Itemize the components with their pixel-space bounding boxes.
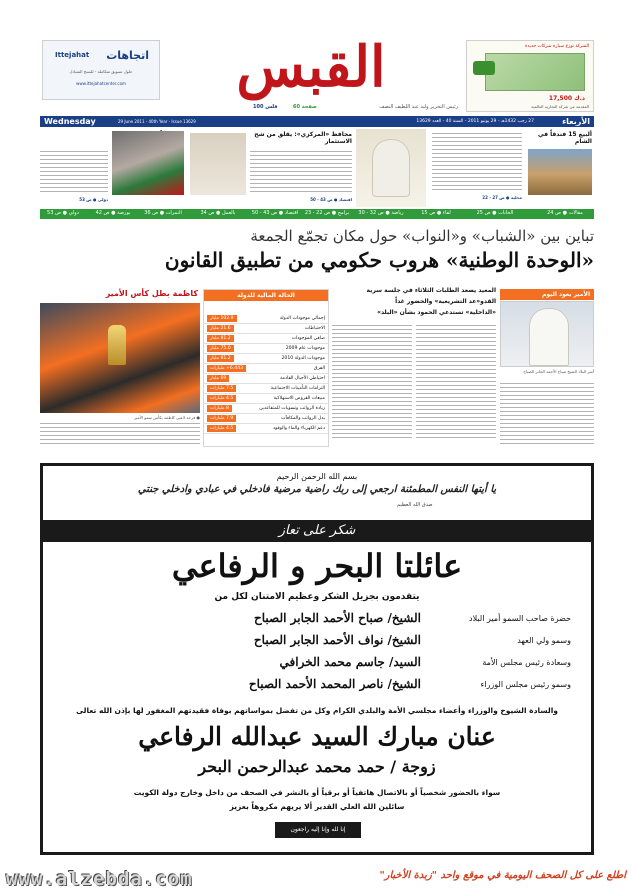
ittejahat-ad xyxy=(42,40,160,100)
deceased-name: عنان مبارك السيد عبدالله الرفاعي xyxy=(138,722,496,751)
bullet-0: المعيد يصعد الطلبات الثلاثاء في جلسة سرية xyxy=(366,287,496,294)
watermark-slogan: اطلع على كل الصحف اليومية في موقع واحد "زبدة الأخبار" xyxy=(379,870,626,881)
editor-line: رئيس التحرير وليد عبد اللطيف النصف xyxy=(379,104,458,110)
center-photo-figure xyxy=(372,139,410,197)
sports-box xyxy=(40,289,200,447)
finance-row: موجودات عام 2009 75.0 مليار xyxy=(204,344,328,354)
date-bar xyxy=(40,116,594,127)
dignitary-name: الشيخ/ صباح الأحمد الجابر الصباح xyxy=(254,611,421,625)
logo: القبس xyxy=(236,34,386,100)
finance-row: الفرق 6.443+ مليارات xyxy=(204,364,328,374)
story-central-bank-title: محافظ «المركزي»: يقلق من شح الاستثمار xyxy=(254,131,352,145)
story-central-bank-text xyxy=(250,151,352,195)
news-column-text-right xyxy=(416,325,496,441)
ittejahat-brand-ar: اتجاهات xyxy=(106,49,149,62)
car-ad-line1: الشركة توزع سيارة شركات جديدة xyxy=(525,44,589,49)
finance-row: زيادة الرواتب وتسويات للمتقاعدين 8 مليارات xyxy=(204,404,328,414)
family-title: عائلتا البحر و الرفاعي xyxy=(171,547,463,585)
section-nav xyxy=(40,209,594,219)
story-yarmouk[interactable] xyxy=(40,129,186,207)
nav-item-3[interactable]: اقتصاد ● ص 43 - 50 xyxy=(251,210,299,216)
verse-ref: صدق الله العظيم xyxy=(397,502,433,508)
story-center-photo xyxy=(356,129,426,207)
day-en: Wednesday xyxy=(44,117,96,126)
car-ad-price: 17,500 د.ك xyxy=(548,95,585,102)
masthead xyxy=(38,34,594,116)
nav-item-0[interactable]: دولي ● ص 53 xyxy=(47,210,79,216)
spouse-line: زوجة / حمد محمد عبدالرحمن البحر xyxy=(198,757,436,776)
finance-row: الاحتياطات 21.6 مليار xyxy=(204,324,328,334)
headline-main: «الوحدة الوطنية» هروب حكومي من تطبيق القانون xyxy=(164,248,594,272)
finance-row: بدل الرواتب والمكافآت 7.9 مليارات xyxy=(204,414,328,424)
finance-row: إجمالي موجودات الدولة 102.9 مليار xyxy=(204,314,328,324)
news-column xyxy=(332,287,496,447)
nav-item-6[interactable]: لقاء ● ص 15 xyxy=(421,210,451,216)
dignitary-name: السيد/ جاسم محمد الخرافي xyxy=(279,655,421,669)
nav-item-5[interactable]: رياضة ● ص 32 - 30 xyxy=(358,210,404,216)
dignitary-name: الشيخ/ ناصر المحمد الأحمد الصباح xyxy=(248,677,421,691)
story-central-bank-ref: اقتصاد ● ص 43 - 50 xyxy=(310,197,352,202)
bullet-2: «الداخلية» تستدعي الحمود بشأن «البلد» xyxy=(377,309,496,316)
story-yarmouk-text xyxy=(40,151,108,195)
story-yarmouk-photo xyxy=(112,131,184,195)
news-column-text-left xyxy=(332,325,412,441)
finance-table-title: الحالة المالية للدولة xyxy=(204,290,328,301)
headline-kicker: تباين بين «الشباب» و«النواب» حول مكان تجمّع الجمعة xyxy=(250,227,594,245)
emir-text xyxy=(500,383,594,445)
car-ad xyxy=(466,40,594,112)
emir-caption: أمير البلاد الشيخ صباح الأحمد الجابر الصباح xyxy=(523,369,594,374)
closing-banner xyxy=(275,822,361,838)
finance-row: صافي الموجودات 81.2 مليار xyxy=(204,334,328,344)
day-ar: الأربعاء xyxy=(562,117,590,126)
dignitary-role: حضرة صاحب السمو أمير البلاد xyxy=(469,614,571,623)
emir-box-title: الأمير يعود اليوم xyxy=(500,289,594,300)
story-yarmouk-ref: دولي ● ص 53 xyxy=(79,197,108,202)
car-ad-badge xyxy=(473,61,495,75)
car-ad-line2: المقدمة من شركة التجارية العالمية xyxy=(531,104,589,109)
pages-label: 60 صفحة xyxy=(293,104,317,110)
story-hotels-text xyxy=(432,133,522,191)
nav-item-2[interactable]: بالعمل ● ص 34 xyxy=(200,210,236,216)
sports-photo-trophy xyxy=(108,325,126,365)
car-ad-image xyxy=(485,53,585,91)
finance-table-body xyxy=(204,314,328,434)
story-central-bank-photo xyxy=(190,133,246,195)
watermark-url[interactable]: www.alzebda.com xyxy=(6,868,193,890)
closing-text: إنا لله وإنا إليه راجعون xyxy=(290,826,346,833)
sports-photo xyxy=(40,303,200,413)
intro-line: يتقدمون بجزيل الشكر وعظيم الامتنان لكل من xyxy=(214,592,420,602)
price-label: 100 فلس xyxy=(253,104,278,110)
ittejahat-tagline: حلول تسويق متكاملة - للنسخ المتبادل xyxy=(69,69,133,74)
dignitary-name: الشيخ/ نواف الأحمد الجابر الصباح xyxy=(253,633,421,647)
finance-row: موجودات الدولة 2010 81.2 مليار xyxy=(204,354,328,364)
finance-row: دعم الكهرباء والماء والوقود 4.5 مليارات xyxy=(204,424,328,434)
nav-item-4[interactable]: برامج ● ص 22 - 23 xyxy=(304,210,350,216)
date-ar: 27 رجب 1432هـ - 29 يونيو 2011 - السنة 40 - العدد 13629 xyxy=(416,119,534,124)
sports-caption: ● فرحة لاعبي كاظمة بكأس سمو الأمير xyxy=(134,415,200,420)
sports-text xyxy=(40,423,200,445)
dignitary-role: وسمو رئيس مجلس الوزراء xyxy=(480,680,571,689)
story-central-bank[interactable] xyxy=(190,129,354,207)
date-en: 29 June 2011 - 40th Year - Issue 13629 xyxy=(118,119,196,124)
finance-row: مبيعات القروض الاستهلاكية 4.5 مليارات xyxy=(204,394,328,404)
sports-box-title: كاظمة بطل كأس الأمير xyxy=(105,289,198,298)
story-hotels-photo xyxy=(528,149,592,195)
story-hotels-title: ألبيع 15 فندقاً في الشام xyxy=(538,131,592,145)
dignitary-role: وسمو ولي العهد xyxy=(517,636,571,645)
nav-item-1[interactable]: التمرات ● ص 36 xyxy=(144,210,182,216)
condolence-ad xyxy=(40,463,594,855)
thanks-banner xyxy=(43,520,591,542)
footer-line-2: سائلين الله العلي القدير ألا يريهم مكروهاً بعزيز xyxy=(229,802,405,811)
nav-item-8[interactable]: مقالات ● ص 24 xyxy=(547,210,583,216)
watermark-bar xyxy=(0,862,632,894)
nav-item-7[interactable]: الخانات ● ص 25 xyxy=(476,210,514,216)
emir-box xyxy=(500,289,594,449)
ittejahat-brand-en: Ittejahat xyxy=(55,51,90,59)
emir-photo-figure xyxy=(529,308,569,366)
finance-row: احتياطي الأجيال القادمة 69 مليار xyxy=(204,374,328,384)
finance-row: التزامات التأمينات الاجتماعية 7.5 مليارات xyxy=(204,384,328,394)
nav-item-9[interactable]: بورصة ● ص 42 xyxy=(95,210,131,216)
basmala: بسم الله الرحمن الرحيم xyxy=(276,472,358,481)
story-hotels-ref: محلية ● ص 27 - 22 xyxy=(482,195,522,200)
story-hotels[interactable] xyxy=(432,129,594,207)
dignitary-role: وسعادة رئيس مجلس الأمة xyxy=(482,658,571,667)
others-line: والسادة الشيوخ والوزراء وأعضاء مجلسي الأمة والبلدي الكرام وكل من تفضل بمواساتهم بوفاة فقيدتهم المغفور لها بإذن الله تعالى xyxy=(76,706,558,715)
verse: يا أيتها النفس المطمئنة ارجعي إلى ربك راضية مرضية فادخلي في عبادي وادخلي جنتي xyxy=(137,484,497,495)
thanks-word: شكر على تعاز xyxy=(278,523,356,538)
finance-table xyxy=(203,289,329,447)
ittejahat-url[interactable]: www.ittejahatcenter.com xyxy=(76,81,126,86)
footer-line-1: سواء بالحضور شخصياً أو بالاتصال هاتفياً أو برقياً أو بالنشر في الصحف من داخل وخارج دولة الكويت xyxy=(133,788,501,797)
top-stories xyxy=(40,129,594,207)
bullet-1: القدو«عد التشريعية» والحضور غداً xyxy=(395,298,496,305)
emir-photo xyxy=(500,301,594,367)
